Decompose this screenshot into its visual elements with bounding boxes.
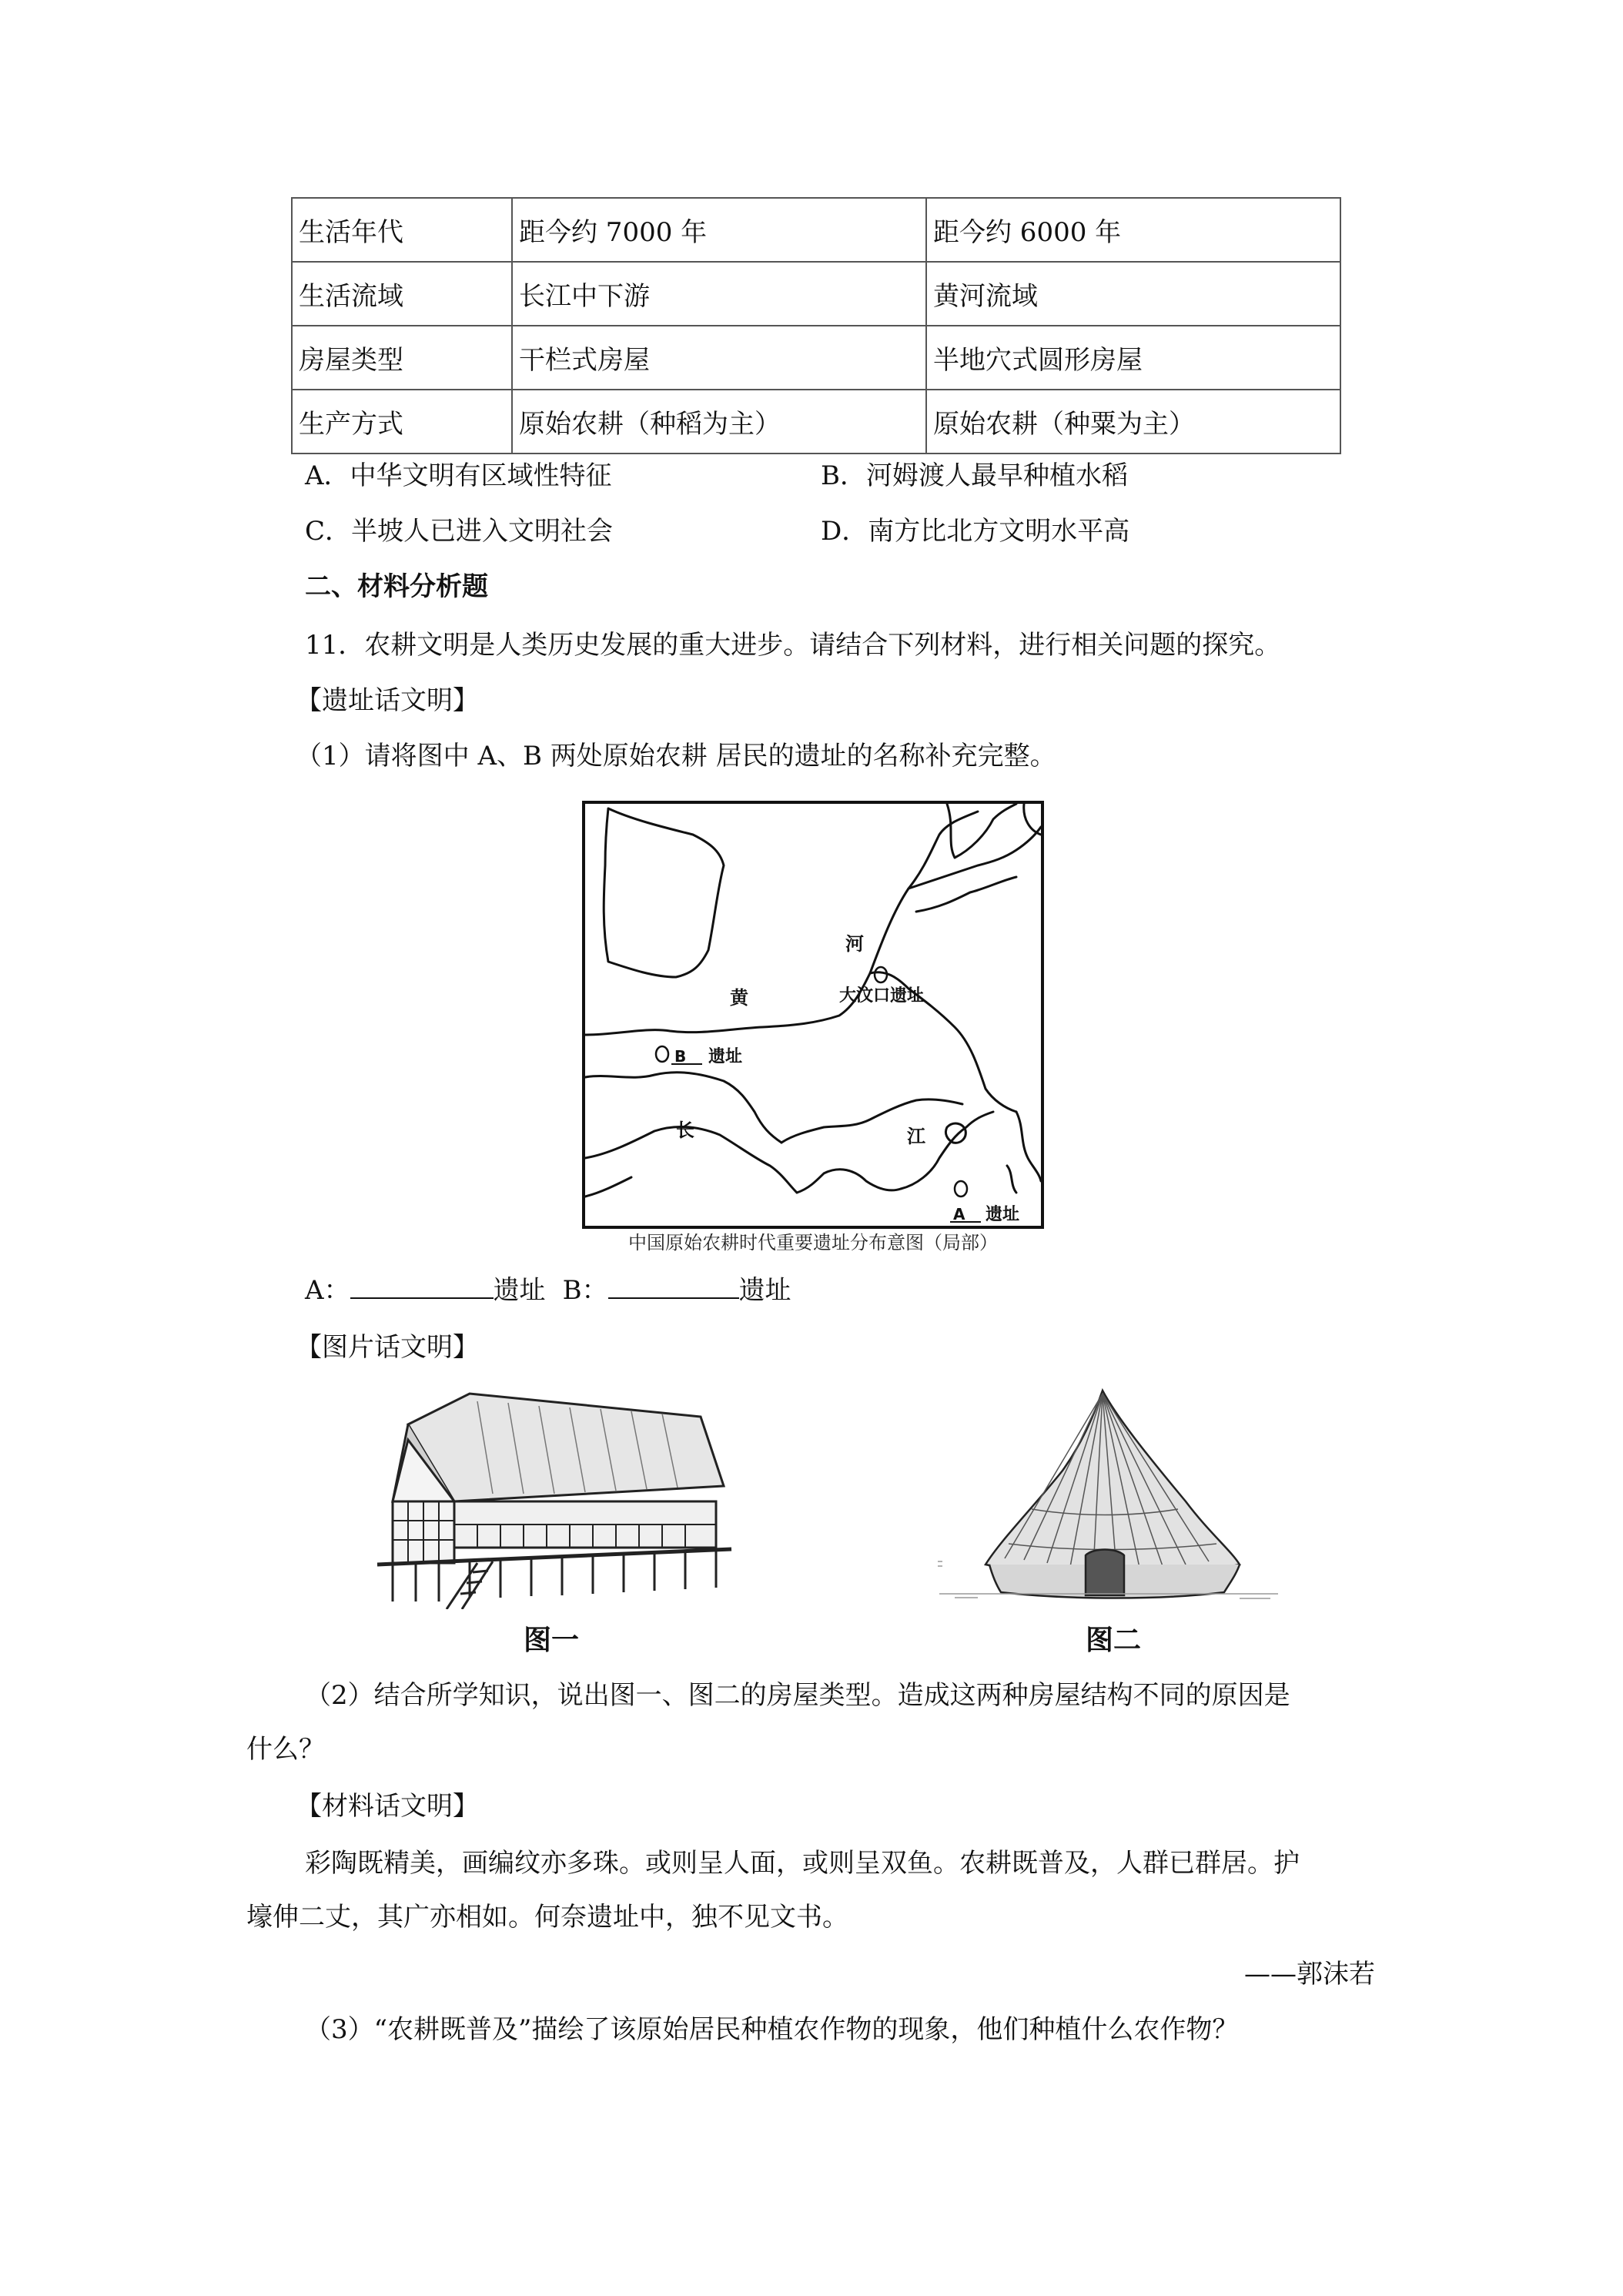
map-label-chang: 长 bbox=[676, 1120, 694, 1141]
table-cell: 原始农耕（种粟为主） bbox=[926, 390, 1340, 454]
part2-question-line2: 什么？ bbox=[246, 1734, 325, 1765]
answer-b-blank[interactable] bbox=[608, 1274, 739, 1299]
round-house-image bbox=[932, 1386, 1286, 1609]
table-row bbox=[292, 198, 1340, 262]
map-label-b-letter: B bbox=[674, 1047, 687, 1066]
answer-a-blank[interactable] bbox=[350, 1274, 494, 1299]
table-cell: 生活流域 bbox=[292, 262, 512, 326]
material-author: ——郭沫若 bbox=[1244, 1959, 1375, 1990]
table-cell: 半地穴式圆形房屋 bbox=[926, 326, 1340, 390]
site-map bbox=[582, 801, 1044, 1229]
part1-heading: 【遗址话文明】 bbox=[296, 685, 479, 716]
round-house-drawing bbox=[932, 1386, 1286, 1609]
table-cell: 房屋类型 bbox=[292, 326, 512, 390]
section-title: 二、材料分析题 bbox=[305, 571, 488, 602]
table-cell: 原始农耕（种稻为主） bbox=[512, 390, 926, 454]
table-cell: 长江中下游 bbox=[512, 262, 926, 326]
option-d: D．南方比北方文明水平高 bbox=[821, 516, 1130, 547]
map-drawing bbox=[585, 804, 1041, 1226]
map-label-b-site: 遗址 bbox=[708, 1047, 743, 1066]
material-line2: 壕伸二丈，其广亦相如。何奈遗址中，独不见文书。 bbox=[246, 1902, 848, 1933]
part2-question-line1: （2）结合所学知识，说出图一、图二的房屋类型。造成这两种房屋结构不同的原因是 bbox=[305, 1680, 1290, 1711]
map-label-a-letter: A bbox=[953, 1205, 965, 1223]
answer-a-prefix: A： bbox=[305, 1275, 350, 1306]
map-label-jiang: 江 bbox=[907, 1126, 925, 1147]
option-b: B．河姆渡人最早种植水稻 bbox=[821, 460, 1128, 491]
answer-b-suffix: 遗址 bbox=[738, 1275, 791, 1306]
part3-heading: 【材料话文明】 bbox=[296, 1791, 479, 1822]
comparison-table bbox=[291, 197, 1341, 454]
question-stem: 11．农耕文明是人类历史发展的重大进步。请结合下列材料，进行相关问题的探究。 bbox=[305, 630, 1281, 661]
map-label-a-site: 遗址 bbox=[986, 1205, 1020, 1224]
answer-a-suffix: 遗址 bbox=[493, 1275, 546, 1306]
map-label-he: 河 bbox=[845, 933, 864, 955]
option-a: A．中华文明有区域性特征 bbox=[305, 460, 612, 491]
table-cell: 黄河流域 bbox=[926, 262, 1340, 326]
stilt-house-drawing bbox=[362, 1386, 747, 1609]
figure-1-label: 图一 bbox=[524, 1625, 580, 1656]
table-cell: 生产方式 bbox=[292, 390, 512, 454]
part3-question: （3）“农耕既普及”描绘了该原始居民种植农作物的现象，他们种植什么农作物？ bbox=[305, 2014, 1239, 2045]
table-row bbox=[292, 390, 1340, 454]
answer-b-prefix: B： bbox=[562, 1275, 608, 1306]
part2-heading: 【图片话文明】 bbox=[296, 1332, 479, 1363]
option-c: C．半坡人已进入文明社会 bbox=[305, 516, 614, 547]
map-label-dawenkou: 大汶口遗址 bbox=[839, 986, 925, 1006]
stilt-house-image bbox=[362, 1386, 747, 1609]
table-row bbox=[292, 262, 1340, 326]
figure-2-label: 图二 bbox=[1086, 1625, 1142, 1656]
answer-line bbox=[305, 1274, 791, 1307]
table-cell: 干栏式房屋 bbox=[512, 326, 926, 390]
map-label-huang: 黄 bbox=[730, 987, 748, 1009]
material-line1: 彩陶既精美，画编纹亦多珠。或则呈人面，或则呈双鱼。农耕既普及，人群已群居。护 bbox=[305, 1848, 1300, 1879]
table-cell: 距今约 6000 年 bbox=[926, 198, 1340, 262]
table-cell: 距今约 7000 年 bbox=[512, 198, 926, 262]
table-cell: 生活年代 bbox=[292, 198, 512, 262]
table-row bbox=[292, 326, 1340, 390]
map-caption: 中国原始农耕时代重要遗址分布意图（局部） bbox=[628, 1232, 998, 1253]
part1-question: （1）请将图中 A、B 两处原始农耕 居民的遗址的名称补充完整。 bbox=[296, 741, 1056, 771]
